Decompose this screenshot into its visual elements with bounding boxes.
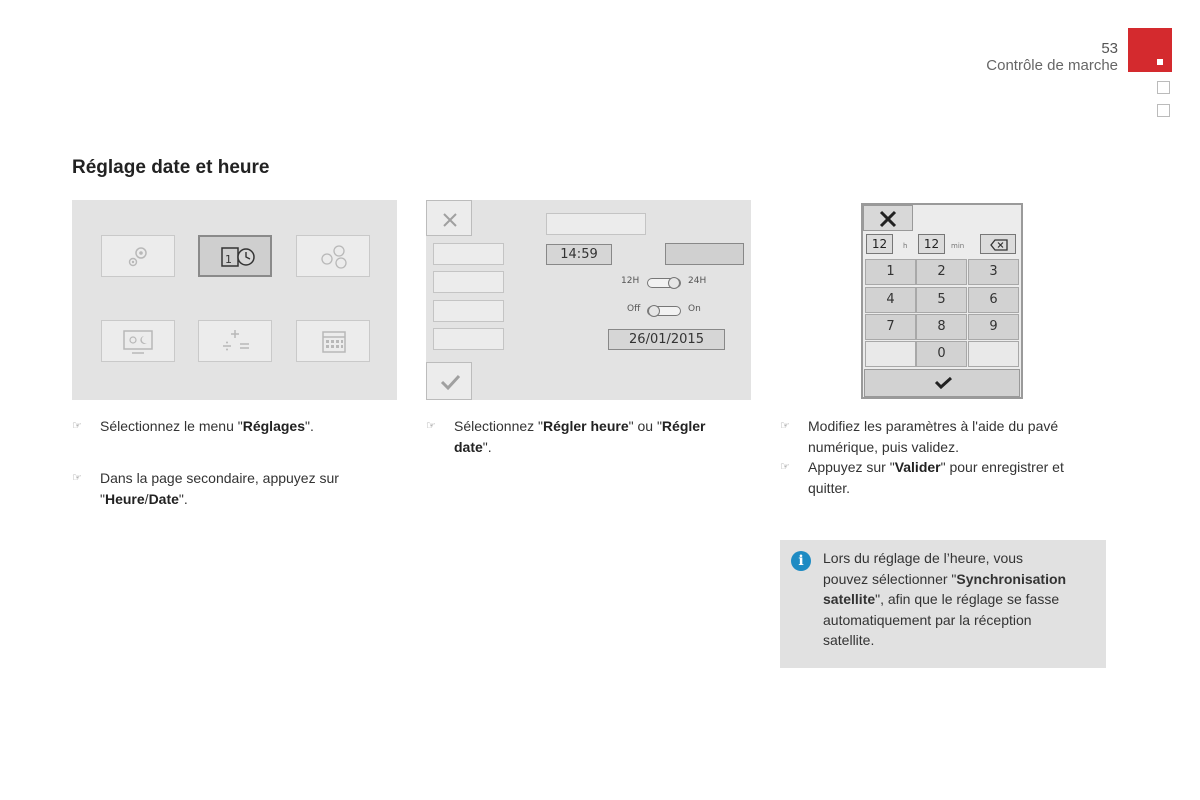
- key-8[interactable]: 8: [916, 314, 967, 340]
- info-icon: i: [791, 551, 811, 571]
- validate-button[interactable]: [426, 362, 472, 400]
- minutes-unit: min: [951, 242, 965, 250]
- instruction-3: ☞ Sélectionnez "Régler heure" ou "Régler date".: [426, 418, 706, 455]
- date-field[interactable]: 26/01/2015: [608, 329, 725, 350]
- backspace-button[interactable]: [980, 234, 1016, 254]
- section-title: Réglage date et heure: [72, 157, 270, 178]
- units-calculator-icon[interactable]: [198, 320, 272, 362]
- pointing-hand-icon: ☞: [72, 472, 82, 484]
- hours-unit: h: [903, 242, 908, 250]
- pointing-hand-icon: ☞: [780, 461, 790, 473]
- sync-off-label: Off: [627, 304, 641, 314]
- chapter-marker: [1157, 81, 1170, 94]
- numeric-keypad: [861, 203, 1023, 399]
- pointing-hand-icon: ☞: [426, 420, 436, 432]
- menu-item[interactable]: [433, 271, 504, 293]
- settings-gears-icon[interactable]: [101, 235, 175, 277]
- pointing-hand-icon: ☞: [780, 420, 790, 432]
- key-0[interactable]: 0: [916, 341, 967, 367]
- menu-item[interactable]: [433, 328, 504, 350]
- settings-menu-screen: [72, 200, 397, 400]
- key-6[interactable]: 6: [968, 287, 1019, 313]
- key-3[interactable]: 3: [968, 259, 1019, 285]
- chapter-title: Contrôle de marche: [986, 57, 1118, 74]
- instruction-4: ☞ Modifiez les paramètres à l'aide du pavé numérique, puis validez.: [780, 418, 1059, 455]
- display-brightness-icon[interactable]: [101, 320, 175, 362]
- close-button[interactable]: [426, 200, 472, 236]
- keypad-close-button[interactable]: [863, 205, 913, 231]
- key-9[interactable]: 9: [968, 314, 1019, 340]
- format-24h-label: 24H: [688, 276, 707, 286]
- info-text: Lors du réglage de l’heure, vous pouvez sélectionner "Synchronisation satellite", afin que le réglage se fasse automatiquement par la réception satellite.: [823, 550, 1067, 648]
- field-title: [546, 213, 646, 235]
- key-blank-left: [865, 341, 916, 367]
- chapter-marker: [1157, 104, 1170, 117]
- format-12h-label: 12H: [621, 276, 640, 286]
- clock-calendar-icon[interactable]: [198, 235, 272, 277]
- key-7[interactable]: 7: [865, 314, 916, 340]
- svg-text:1: 1: [225, 253, 232, 266]
- page-number: 53: [1101, 40, 1118, 57]
- sync-on-label: On: [688, 304, 701, 314]
- pointing-hand-icon: ☞: [72, 420, 82, 432]
- key-1[interactable]: 1: [865, 259, 916, 285]
- instruction-5: ☞ Appuyez sur "Valider" pour enregistrer et quitter.: [780, 459, 1064, 496]
- adjust-time-button[interactable]: [665, 243, 744, 265]
- key-5[interactable]: 5: [916, 287, 967, 313]
- calendar-icon[interactable]: [296, 320, 370, 362]
- menu-item[interactable]: [433, 300, 504, 322]
- info-box: [780, 540, 1106, 668]
- minutes-field[interactable]: 12: [918, 234, 945, 254]
- instruction-2: ☞ Dans la page secondaire, appuyez sur "Heure/Date".: [72, 470, 339, 507]
- language-flags-icon[interactable]: [296, 235, 370, 277]
- satellite-sync-toggle[interactable]: [647, 306, 681, 316]
- keypad-validate-button[interactable]: [864, 369, 1020, 397]
- key-blank-right: [968, 341, 1019, 367]
- key-4[interactable]: 4: [865, 287, 916, 313]
- hour-format-toggle[interactable]: [647, 278, 681, 288]
- menu-item[interactable]: [433, 243, 504, 265]
- time-field[interactable]: 14:59: [546, 244, 612, 265]
- time-date-screen: [426, 200, 751, 400]
- hours-field[interactable]: 12: [866, 234, 893, 254]
- chapter-tab: [1128, 28, 1172, 72]
- key-2[interactable]: 2: [916, 259, 967, 285]
